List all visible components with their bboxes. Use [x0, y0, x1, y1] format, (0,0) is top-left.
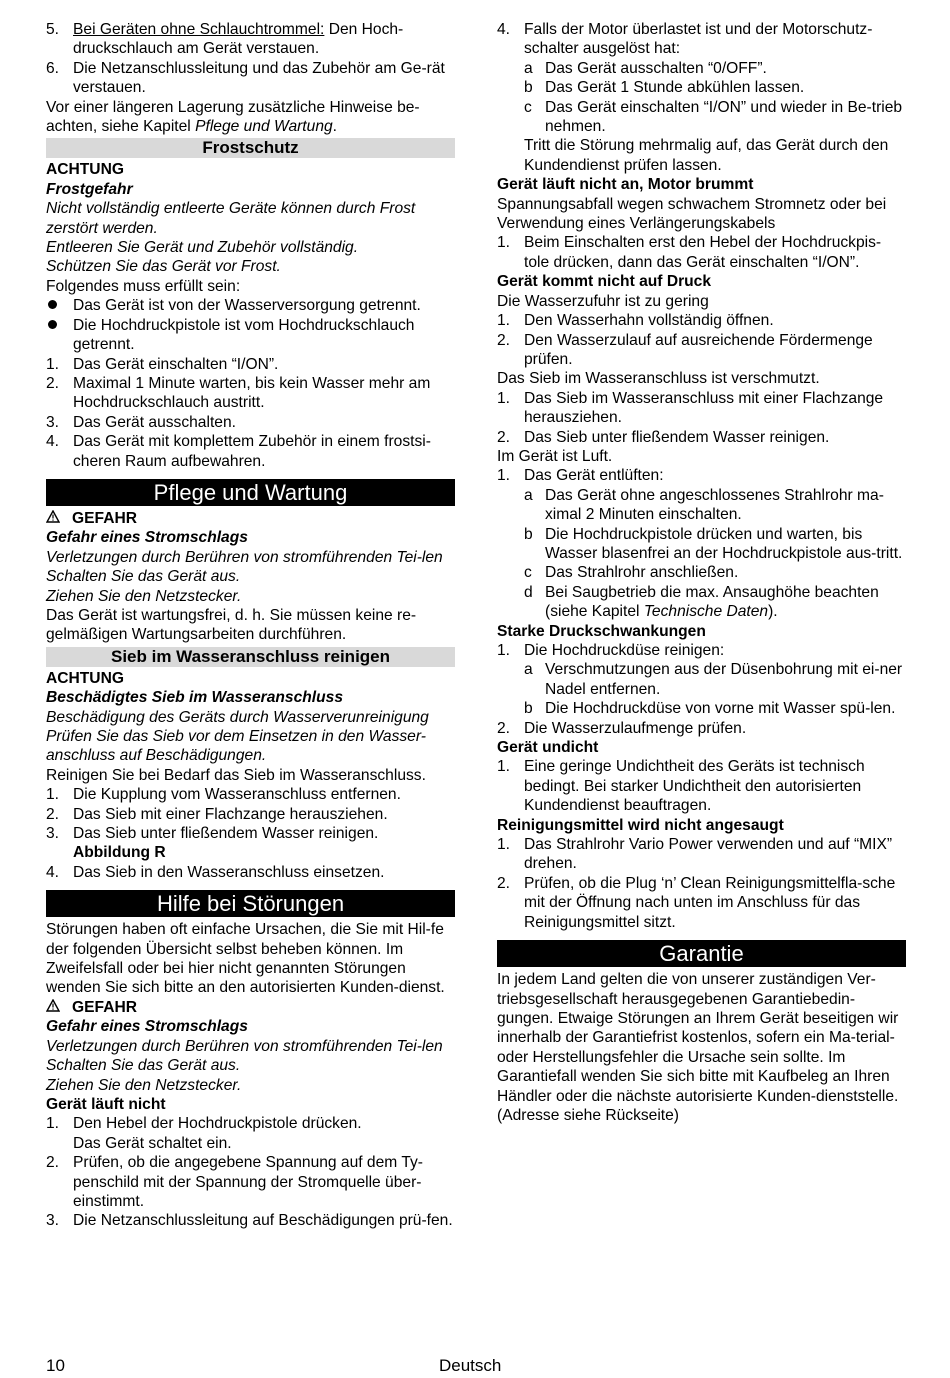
subheading: Gerät läuft nicht an, Motor brummt: [497, 176, 754, 194]
bullet-item: [46, 296, 455, 315]
item-number: 2.: [46, 1154, 60, 1172]
list-item: [46, 432, 455, 471]
item-text: Das Gerät ist von der Wasserversorgung getrennt.: [73, 297, 421, 315]
subheading: Gerät kommt nicht auf Druck: [497, 273, 712, 291]
list-item: [46, 1114, 455, 1133]
item-text: Maximal 1 Minute warten, bis kein Wasser mehr am Hochdruckschlauch austritt.: [73, 374, 431, 412]
body-text: In jedem Land gelten die von unserer zuständigen Ver-triebsgesellschaft herausgegebenen Garantiebedin-gungen. Etwaige Störungen an Ihrem Gerät beseitigen wir innerhalb der Garantiefrist kostenlos, sofern ein Ma-terial- oder Herstellungsfehler die Ursache sein sollte. Im Garantiefall wenden Sie sich bitte mit Kaufbeleg an Ihren Händler oder die nächste autorisierte Kunden-dienststelle.: [497, 971, 899, 1105]
achtung-label: ACHTUNG: [46, 161, 124, 179]
list-item: [46, 20, 455, 59]
list-item: [46, 413, 455, 432]
right-column: [497, 20, 906, 1125]
subheading: Starke Druckschwankungen: [497, 622, 706, 640]
sub-letter: c: [524, 98, 532, 116]
warning-text: Verletzungen durch Berühren von stromführenden Tei-len: [46, 548, 443, 566]
left-column: [46, 20, 455, 1231]
item-number: 4.: [46, 863, 60, 881]
item-text: Die Netzanschlussleitung und das Zubehör am Ge-rät verstauen.: [73, 59, 445, 97]
item-text: Das Gerät schaltet ein.: [73, 1134, 232, 1152]
condition-text: Folgendes muss erfüllt sein:: [46, 277, 241, 295]
item-number: 3.: [46, 1212, 60, 1230]
body-text: Störungen haben oft einfache Ursachen, die Sie mit Hil-fe der folgenden Übersicht selbst beheben können. Im Zweifelsfall oder bei hier nicht genannten Störungen wenden Sie sich bitte an den autorisierten Kunden-dienst.: [46, 921, 445, 997]
item-text: Die Hochdruckdüse reinigen:: [524, 642, 725, 659]
list-item: [497, 466, 906, 485]
list-item: [46, 1153, 455, 1211]
text: Vor einer längeren Lagerung zusätzliche Hinweise be-achten, siehe Kapitel: [46, 98, 420, 136]
underlined-text: Bei Geräten ohne Schlauchtrommel:: [73, 21, 325, 38]
warning-title: Gefahr eines Stromschlags: [46, 529, 248, 547]
subheading: Gerät läuft nicht: [46, 1095, 166, 1113]
item-number: 3.: [46, 413, 60, 431]
list-item: [497, 835, 906, 874]
item-number: 5.: [46, 21, 60, 38]
section-heading-hilfe: Hilfe bei Störungen: [46, 890, 455, 917]
item-text: [545, 583, 906, 622]
section-heading-sieb: Sieb im Wasseranschluss reinigen: [46, 647, 455, 667]
bullet-item: [46, 316, 455, 355]
item-text: Das Gerät ohne angeschlossenes Strahlrohr ma-ximal 2 Minuten einschalten.: [545, 486, 884, 524]
list-item: [46, 785, 455, 804]
item-number: 1.: [497, 312, 511, 330]
sub-letter: b: [524, 525, 533, 543]
item-text: Das Strahlrohr Vario Power verwenden und auf “MIX” drehen.: [524, 836, 893, 873]
item-number: 1.: [497, 234, 511, 252]
list-item: [46, 1134, 455, 1153]
text: GEFAHR: [72, 998, 137, 1016]
list-item: [497, 757, 906, 815]
text: .: [332, 118, 338, 136]
address-note: (Adresse siehe Rückseite): [497, 1106, 680, 1124]
item-number: 1.: [497, 642, 511, 659]
item-text: Das Gerät einschalten “I/ON” und wieder in Be-trieb nehmen.: [545, 98, 903, 136]
list-item: [46, 374, 455, 413]
sub-item: [497, 98, 906, 137]
list-item: [46, 59, 455, 98]
list-item: [497, 428, 906, 447]
item-number: 1.: [497, 758, 511, 776]
warning-text: Ziehen Sie den Netzstecker.: [46, 587, 242, 605]
section-heading-frostschutz: Frostschutz: [46, 138, 455, 158]
sub-letter: d: [524, 583, 533, 601]
item-text: Das Sieb im Wasseranschluss mit einer Flachzange herausziehen.: [524, 389, 884, 427]
item-number: 2.: [46, 374, 60, 392]
sub-letter: a: [524, 59, 533, 77]
item-number: 4.: [497, 21, 511, 38]
subheading: Reinigungsmittel wird nicht angesaugt: [497, 816, 784, 834]
sub-letter: a: [524, 661, 533, 679]
item-number: 2.: [497, 331, 511, 349]
item-text: Eine geringe Undichtheit des Geräts ist technisch bedingt. Bei starker Undichtheit den autorisierten Kundendienst beauftragen.: [524, 758, 865, 815]
item-number: [46, 1134, 73, 1153]
section-heading-garantie: Garantie: [497, 940, 906, 967]
item-number: 1.: [497, 467, 511, 485]
list-item: [497, 311, 906, 330]
warning-text: Schützen Sie das Gerät vor Frost.: [46, 258, 281, 276]
chapter-reference: Technische Daten: [643, 603, 769, 621]
page-number: 10: [46, 1356, 65, 1375]
body-text: Das Gerät ist wartungsfrei, d. h. Sie müssen keine re-gelmäßigen Wartungsarbeiten durchführen.: [46, 606, 417, 644]
item-number: 3.: [46, 825, 60, 843]
item-text: Beim Einschalten erst den Hebel der Hochdruckpis-tole drücken, dann das Gerät einschalten “I/ON”.: [524, 234, 882, 271]
list-item: [46, 863, 455, 882]
item-text: Prüfen, ob die Plug ‘n’ Clean Reinigungsmittelfla-sche mit der Öffnung nach unten im Anschluss für das Reinigungsmittel sitzt.: [524, 874, 896, 931]
gefahr-label: [46, 998, 455, 1017]
item-text: Das Gerät einschalten “I/ON”.: [73, 355, 279, 373]
item-text: Das Gerät entlüften:: [524, 467, 664, 485]
item-text: Das Sieb unter fließendem Wasser reinigen.: [73, 825, 379, 843]
item-text: Das Gerät ausschalten.: [73, 413, 236, 431]
section-heading-pflege: Pflege und Wartung: [46, 479, 455, 506]
list-item: [46, 355, 455, 374]
item-number: 1.: [46, 355, 60, 373]
item-text: Das Sieb in den Wasseranschluss einsetzen.: [73, 863, 385, 881]
item-number: 1.: [46, 1115, 60, 1133]
warning-title: Beschädigtes Sieb im Wasseranschluss: [46, 689, 343, 707]
storage-note: [46, 98, 455, 137]
list-item: [46, 1211, 455, 1230]
list-item: [497, 389, 906, 428]
item-text: Die Kupplung vom Wasseranschluss entfernen.: [73, 786, 401, 804]
text: Den Hoch-druckschlauch am Gerät verstauen.: [73, 21, 404, 58]
item-number: 2.: [497, 719, 511, 737]
sub-item: [497, 486, 906, 525]
item-number: 2.: [497, 428, 511, 446]
item-text: Den Hebel der Hochdruckpistole drücken.: [73, 1115, 362, 1133]
body-text: Spannungsabfall wegen schwachem Stromnetz oder bei Verwendung eines Verlängerungskabels: [497, 195, 887, 233]
list-item: [46, 824, 455, 843]
body-text: Die Wasserzufuhr ist zu gering: [497, 292, 709, 310]
item-text: Das Sieb mit einer Flachzange herausziehen.: [73, 805, 388, 823]
item-text: Den Wasserzulauf auf ausreichende Fördermenge prüfen.: [524, 331, 873, 368]
body-text: Im Gerät ist Luft.: [497, 447, 613, 465]
warning-title: Gefahr eines Stromschlags: [46, 1018, 248, 1036]
text: ).: [768, 603, 778, 621]
item-text: Die Hochdruckpistole ist vom Hochdruckschlauch getrennt.: [73, 316, 415, 354]
sub-item: [497, 78, 906, 97]
sub-item: [497, 525, 906, 564]
sub-letter: a: [524, 486, 533, 504]
item-text: Tritt die Störung mehrmalig auf, das Gerät durch den Kundendienst prüfen lassen.: [524, 137, 889, 174]
body-text: Das Sieb im Wasseranschluss ist verschmutzt.: [497, 370, 820, 388]
warning-text: Prüfen Sie das Sieb vor dem Einsetzen in den Wasser-anschluss auf Beschädigungen.: [46, 728, 426, 765]
text: Bei Saugbetrieb die max. Ansaughöhe beachten (siehe Kapitel: [545, 583, 879, 621]
item-number: 4.: [46, 433, 60, 451]
warning-text: Schalten Sie das Gerät aus.: [46, 1057, 241, 1075]
subheading: Gerät undicht: [497, 739, 599, 757]
sub-item: [497, 699, 906, 718]
list-item: [497, 331, 906, 370]
gefahr-label: [46, 509, 455, 528]
item-number: 6.: [46, 59, 60, 77]
item-text: [73, 20, 455, 59]
warning-text: Schalten Sie das Gerät aus.: [46, 568, 241, 586]
item-text: Das Gerät ausschalten “0/OFF”.: [545, 59, 767, 77]
achtung-label: ACHTUNG: [46, 669, 124, 687]
warning-text: Entleeren Sie Gerät und Zubehör vollständig.: [46, 239, 359, 257]
item-text: Das Gerät 1 Stunde abkühlen lassen.: [545, 79, 805, 97]
body-text: Reinigen Sie bei Bedarf das Sieb im Wasseranschluss.: [46, 766, 426, 784]
item-text: Das Gerät mit komplettem Zubehör in einem frostsi-cheren Raum aufbewahren.: [73, 433, 431, 470]
warning-triangle-icon: [46, 998, 72, 1017]
figure-reference: [73, 843, 455, 862]
warning-text: Beschädigung des Geräts durch Wasserverunreinigung: [46, 708, 429, 726]
list-item: [497, 20, 906, 59]
bullet-icon: [48, 300, 57, 309]
sub-item: [497, 563, 906, 582]
text: GEFAHR: [72, 509, 137, 527]
sub-item: [497, 583, 906, 622]
list-item: [497, 719, 906, 738]
sub-letter: c: [524, 564, 532, 582]
item-number: 2.: [497, 874, 511, 892]
warning-triangle-icon: [46, 509, 72, 528]
item-text: Das Sieb unter fließendem Wasser reinigen.: [524, 428, 830, 446]
sub-item: [497, 59, 906, 78]
text: Abbildung R: [73, 844, 166, 862]
sub-letter: b: [524, 79, 533, 97]
note: [524, 136, 906, 175]
item-number: 1.: [46, 786, 60, 804]
item-number: 1.: [497, 836, 511, 854]
item-text: Den Wasserhahn vollständig öffnen.: [524, 312, 774, 330]
item-number: 2.: [46, 805, 60, 823]
warning-text: Verletzungen durch Berühren von stromführenden Tei-len: [46, 1037, 443, 1055]
item-text: Die Netzanschlussleitung auf Beschädigungen prü-fen.: [73, 1212, 453, 1230]
sub-item: [497, 660, 906, 699]
item-text: Die Wasserzulaufmenge prüfen.: [524, 719, 747, 737]
list-item: [497, 641, 906, 660]
item-text: Verschmutzungen aus der Düsenbohrung mit ei-ner Nadel entfernen.: [545, 661, 903, 698]
item-number: 1.: [497, 389, 511, 407]
warning-title: Frostgefahr: [46, 180, 133, 198]
list-item: [46, 805, 455, 824]
item-text: Die Hochdruckdüse von vorne mit Wasser spü-len.: [545, 700, 896, 718]
item-text: Prüfen, ob die angegebene Spannung auf dem Ty-penschild mit der Spannung der Stromquelle über-einstimmt.: [73, 1154, 423, 1210]
item-text: Das Strahlrohr anschließen.: [545, 564, 739, 582]
list-item: [497, 874, 906, 932]
sub-letter: b: [524, 700, 533, 718]
item-text: Die Hochdruckpistole drücken und warten, bis Wasser blasenfrei an der Hochdruckpistole aus-tritt.: [545, 525, 903, 562]
item-text: Falls der Motor überlastet ist und der Motorschutz-schalter ausgelöst hat:: [524, 21, 873, 58]
warning-text: Nicht vollständig entleerte Geräte können durch Frost zerstört werden.: [46, 200, 416, 237]
bullet-icon: [48, 320, 57, 329]
language-label: Deutsch: [439, 1356, 502, 1375]
list-item: [497, 233, 906, 272]
warning-text: Ziehen Sie den Netzstecker.: [46, 1076, 242, 1094]
chapter-reference: Pflege und Wartung: [195, 118, 333, 136]
